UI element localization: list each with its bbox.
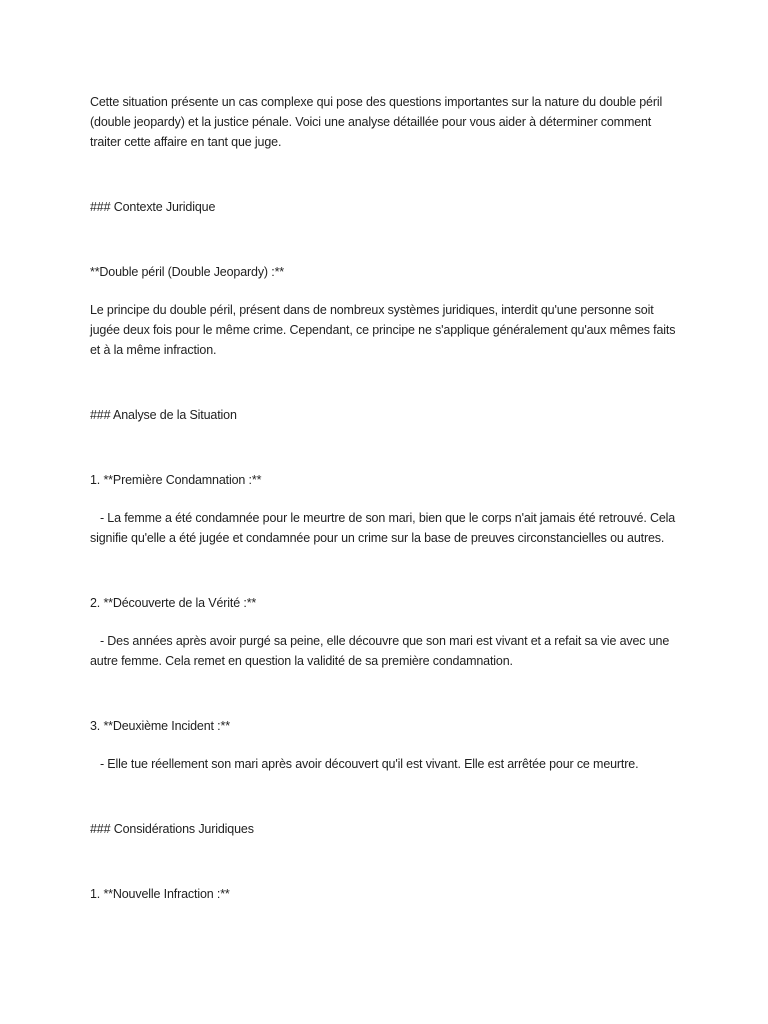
spacer [90,282,680,300]
spacer [90,774,680,819]
spacer [90,490,680,508]
item2-label: 2. **Découverte de la Vérité :** [90,596,257,610]
intro-paragraph: Cette situation présente un cas complexe qui pose des questions importantes sur la nature du double péril (double jeopardy) et la justice pénale. Voici une analyse détaillée pour vous aider à déterminer comment traiter cette affaire en tant que juge. [90,95,663,149]
double-peril-label: **Double péril (Double Jeopardy) :** [90,265,285,279]
item1-paragraph: - La femme a été condamnée pour le meurtre de son mari, bien que le corps n'ait jamais été retrouvé. Cela signifie qu'elle a été jugée et condamnée pour un crime sur la base de preuves circonstancielles ou autres. [90,511,679,545]
spacer [90,425,680,470]
spacer [90,548,680,593]
spacer [90,839,680,884]
spacer [90,613,680,631]
spacer [90,360,680,405]
heading-legal: ### Considérations Juridiques [90,822,254,836]
heading-analysis: ### Analyse de la Situation [90,408,237,422]
document-body [90,92,680,904]
item3-paragraph: - Elle tue réellement son mari après avoir découvert qu'il est vivant. Elle est arrêtée pour ce meurtre. [90,757,639,771]
spacer [90,671,680,716]
item1-label: 1. **Première Condamnation :** [90,473,262,487]
spacer [90,152,680,197]
item3-label: 3. **Deuxième Incident :** [90,719,230,733]
spacer [90,736,680,754]
heading-context: ### Contexte Juridique [90,200,216,214]
spacer [90,217,680,262]
item2-paragraph: - Des années après avoir purgé sa peine, elle découvre que son mari est vivant et a refait sa vie avec une autre femme. Cela remet en question la validité de sa première condamnation. [90,634,673,668]
item4-label: 1. **Nouvelle Infraction :** [90,887,230,901]
double-peril-paragraph: Le principe du double péril, présent dans de nombreux systèmes juridiques, interdit qu'une personne soit jugée deux fois pour le même crime. Cependant, ce principe ne s'applique généralement qu'aux mêmes faits et à la même infraction. [90,303,676,357]
